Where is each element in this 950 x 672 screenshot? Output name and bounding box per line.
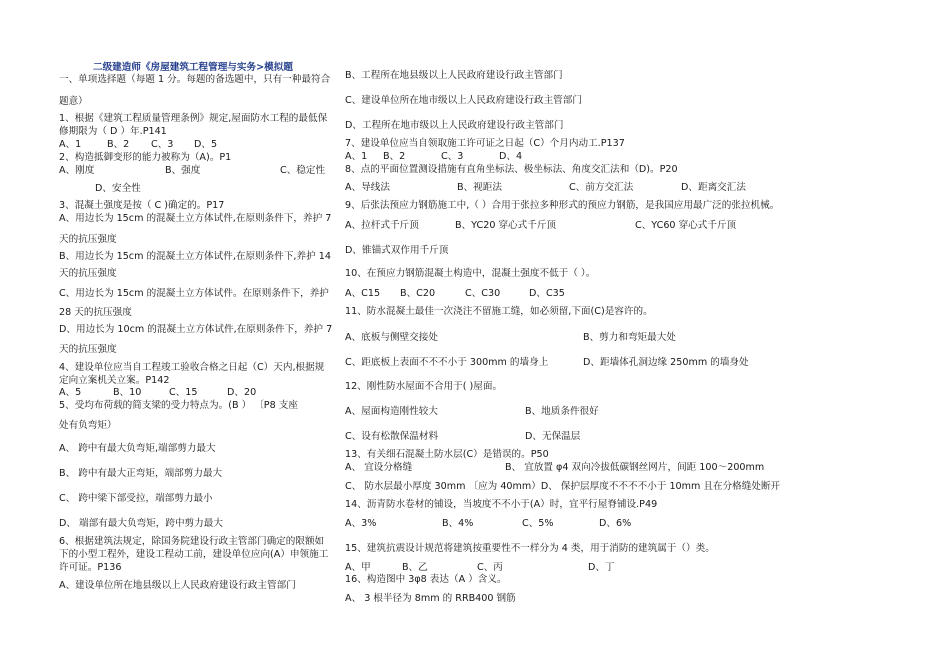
- text-line: 4、建设单位应当自工程竣工验收合格之日起（C）天内,根据规: [59, 362, 325, 373]
- text-line: 11、防水混凝土最佳一次浇注不留施工缝，如必须留,下面(C)是容许的。: [345, 306, 653, 317]
- answer-option: B、4%: [442, 518, 474, 529]
- answer-option: A、底板与侧壁交接处: [345, 332, 438, 343]
- answer-option: D、6%: [599, 518, 632, 529]
- text-line: 天的抗压强度: [59, 268, 117, 279]
- answer-option: B、乙: [402, 562, 428, 573]
- answer-option: A、导线法: [345, 182, 390, 193]
- answer-option: B、YC20 穿心式千斤顶: [455, 220, 557, 231]
- answer-option: C、前方交汇法: [569, 182, 634, 193]
- option-row: [345, 357, 775, 369]
- answer-option: A、1: [59, 139, 82, 150]
- answer-option: B、剪力和弯矩最大处: [583, 332, 676, 343]
- answer-option: D、 保护层厚度不不不不小于 10mm 且在分格缝处断开: [540, 481, 781, 492]
- text-line: C、用边长为 15cm 的混凝土立方体试件。在原则条件下，养护: [59, 288, 329, 299]
- answer-option: C、15: [169, 387, 198, 398]
- answer-option: B、视距法: [457, 182, 502, 193]
- text-line: 定向立案机关立案。P142: [59, 375, 170, 386]
- option-row: [345, 332, 775, 344]
- text-line: C、 跨中梁下部受拉，端部剪力最小: [59, 493, 213, 504]
- text-line: 14、沥青防水卷材的铺设，当坡度不不小于(A）时，宜平行屋脊铺设.P49: [345, 499, 658, 510]
- answer-option: B、强度: [165, 165, 201, 176]
- text-line: 6、根据建筑法规定，除国务院建设行政主管部门确定的限额如: [59, 536, 325, 547]
- text-line: 5、受均布荷载的简支梁的受力特点为。(B ） 〔P8 支座: [59, 400, 298, 411]
- answer-option: A、 宜设分格缝: [345, 462, 413, 473]
- option-row: [345, 406, 775, 418]
- answer-option: B、2: [107, 139, 130, 150]
- text-line: A、用边长为 15cm 的混凝土立方体试件,在原则条件下，养护 7: [59, 213, 332, 224]
- text-line: 一、单项选择题（每题 1 分。每题的备选题中，只有一种最符合: [59, 74, 331, 85]
- option-row: [345, 462, 775, 474]
- answer-option: C、丙: [477, 562, 503, 573]
- text-line: 许可证。P136: [59, 562, 122, 573]
- text-line: D、用边长为 10cm 的混凝土立方体试件,在原则条件下，养护 7: [59, 324, 333, 335]
- answer-option: B、地质条件很好: [525, 406, 599, 417]
- answer-option: D、5: [194, 139, 218, 150]
- answer-option: A、C15: [345, 288, 381, 299]
- text-line: 1、根据《建筑工程质量管理条例》规定,屋面防水工程的最低保: [59, 113, 328, 124]
- text-line: C、建设单位所在地市级以上人民政府建设行政主管部门: [345, 95, 582, 106]
- left-column: [59, 0, 331, 672]
- text-line: 修期限为（ D ）年.P141: [59, 126, 167, 137]
- text-line: 13、有关细石混凝土防水层(C）是错误的。P50: [345, 449, 549, 460]
- text-line: 8、点的平面位置测设措施有直角坐标法、极坐标法、角度交汇法和（D)。P20: [345, 164, 678, 175]
- text-line: A、 跨中有最大负弯矩,端部剪力最大: [59, 443, 216, 454]
- text-line: A、 3 根半径为 8mm 的 RRB400 钢筋: [345, 593, 516, 604]
- text-line: 10、在预应力钢筋混凝土构造中，混凝土强度不低于（ ）。: [345, 268, 596, 279]
- text-line: B、用边长为 15cm 的混凝土立方体试件,在原则条件下,养护 14: [59, 251, 331, 262]
- answer-option: A、5: [59, 387, 82, 398]
- text-line: D、 端部有最大负弯矩，跨中剪力最大: [59, 518, 223, 529]
- option-row: [345, 151, 775, 163]
- option-row: [59, 165, 331, 177]
- option-row: [345, 562, 775, 574]
- answer-option: D、20: [227, 387, 257, 398]
- answer-option: D、距墙体孔洞边缘 250mm 的墙身处: [583, 357, 749, 368]
- text-line: 下的小型工程外，建设工程动工前，建设单位应向(A）申领施工: [59, 549, 329, 560]
- answer-option: A、1: [345, 151, 368, 162]
- answer-option: C、设有松散保温材料: [345, 431, 439, 442]
- text-line: A、建设单位所在地县级以上人民政府建设行政主管部门: [59, 580, 296, 591]
- answer-option: C、距底板上表面不不不小于 300mm 的墙身上: [345, 357, 549, 368]
- document-title: 二级建造师《房屋建筑工程管理与实务>模拟题: [93, 62, 293, 73]
- answer-option: B、C20: [400, 288, 436, 299]
- answer-option: C、C30: [465, 288, 501, 299]
- answer-option: C、3: [441, 151, 464, 162]
- text-line: B、工程所在地县级以上人民政府建设行政主管部门: [345, 70, 563, 81]
- text-line: 处有负弯矩）: [59, 420, 117, 431]
- text-line: D、安全性: [95, 183, 141, 194]
- answer-option: A、拉杆式千斤顶: [345, 220, 419, 231]
- answer-option: B、 宜放置 φ4 双向冷拔低碳钢丝网片，间距 100～200mm: [505, 462, 765, 473]
- text-line: 15、建筑抗震设计规范将建筑按重要性不一样分为 4 类，用于消防的建筑属于（）类。: [345, 543, 715, 554]
- answer-option: C、YC60 穿心式千斤顶: [635, 220, 737, 231]
- text-line: 题意）: [59, 96, 88, 107]
- answer-option: A、刚度: [59, 165, 95, 176]
- right-column: [345, 0, 781, 672]
- text-line: 天的抗压强度: [59, 344, 117, 355]
- answer-option: B、2: [383, 151, 406, 162]
- text-line: 7、建设单位应当自领取施工许可证之日起（C）个月内动工.P137: [345, 138, 625, 149]
- text-line: B、 跨中有最大正弯矩，端部剪力最大: [59, 468, 223, 479]
- option-row: [59, 387, 331, 399]
- option-row: [345, 182, 775, 194]
- option-row: [59, 139, 331, 151]
- text-line: 16、构造图中 3φ8 表达（A ）含义。: [345, 574, 507, 585]
- text-line: D、锥锚式双作用千斤顶: [345, 245, 449, 256]
- text-line: D、工程所在地市级以上人民政府建设行政主管部门: [345, 120, 564, 131]
- answer-option: C、3: [151, 139, 174, 150]
- text-line: 天的抗压强度: [59, 234, 117, 245]
- option-row: [345, 220, 775, 232]
- answer-option: D、距离交汇法: [681, 182, 746, 193]
- answer-option: A、屋面构造刚性较大: [345, 406, 438, 417]
- answer-option: A、甲: [345, 562, 371, 573]
- answer-option: A、3%: [345, 518, 377, 529]
- text-line: 28 天的抗压强度: [59, 307, 132, 318]
- answer-option: D、无保温层: [525, 431, 581, 442]
- answer-option: C、5%: [522, 518, 554, 529]
- answer-option: B、10: [113, 387, 142, 398]
- text-line: 9、后张法预应力钢筋施工中,（ ）合用于张拉多种形式的预应力钢筋，是我国应用最广泛的张拉机械。: [345, 200, 780, 211]
- answer-option: C、 防水层最小厚度 30mm 〔应为 40mm）: [345, 481, 541, 492]
- option-row: [345, 518, 775, 530]
- option-row: [345, 431, 775, 443]
- answer-option: C、稳定性: [280, 165, 326, 176]
- text-line: 3、混凝土强度是按（ C )确定的。P17: [59, 200, 225, 211]
- answer-option: D、4: [499, 151, 523, 162]
- answer-option: D、丁: [588, 562, 615, 573]
- option-row: [345, 481, 781, 493]
- text-line: 12、刚性防水屋面不合用于( )屋面。: [345, 381, 503, 392]
- answer-option: D、C35: [529, 288, 565, 299]
- text-line: 2、构造抵御变形的能力被称为（A)。P1: [59, 152, 232, 163]
- option-row: [345, 288, 775, 300]
